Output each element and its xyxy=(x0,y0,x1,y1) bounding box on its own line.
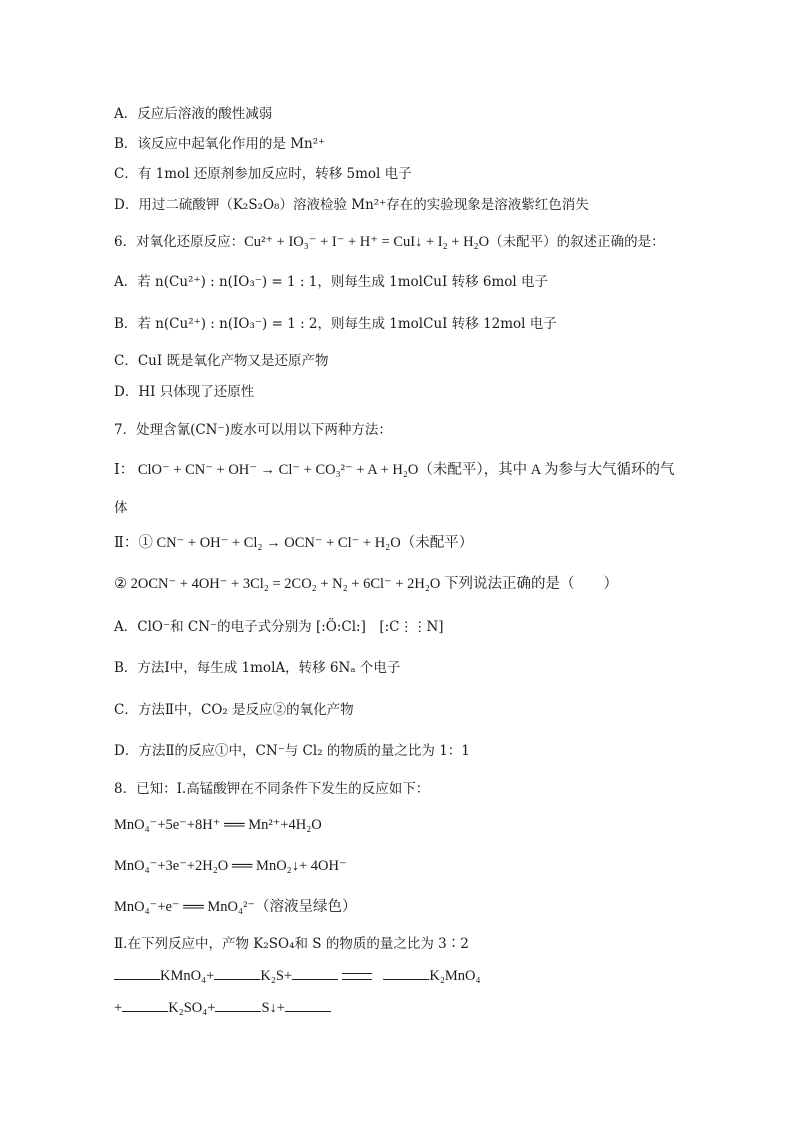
term-k2so4: K₂SO₄+ xyxy=(168,1000,216,1016)
q7-method1-line2: 体 xyxy=(114,500,128,516)
q7-option-b: B．方法Ⅰ中，每生成 1molA，转移 6Nₐ 个电子 xyxy=(114,660,401,676)
q8-blank-equation-line2 xyxy=(114,997,331,1018)
blank-field[interactable] xyxy=(292,965,338,980)
q8-stem: 8．已知：Ⅰ.高锰酸钾在不同条件下发生的反应如下： xyxy=(114,781,430,797)
q5-option-c: C．有 1mol 还原剂参加反应时，转移 5mol 电子 xyxy=(114,166,412,182)
blank-field[interactable] xyxy=(114,965,160,980)
q5-option-d: D．用过二硫酸钾（K₂S₂O₈）溶液检验 Mn²⁺存在的实验现象是溶液紫红色消失 xyxy=(114,197,589,213)
q6-stem-suffix: （未配平）的叙述正确的是： xyxy=(489,234,665,250)
q7-stem: 7．处理含氰(CN⁻)废水可以用以下两种方法： xyxy=(114,422,392,438)
blank-field[interactable] xyxy=(383,965,429,980)
equals-sign xyxy=(342,973,372,980)
q6-option-b: B．若 n(Cu²⁺) : n(IO₃⁻) = 1 : 2，则每生成 1molCuI 转移 12mol 电子 xyxy=(114,316,557,332)
blank-field[interactable] xyxy=(214,965,260,980)
q6-option-c: C．CuI 既是氧化产物又是还原产物 xyxy=(114,353,329,369)
q8-reaction-2: MnO₄⁻+3e⁻+2H₂O ══ MnO₂↓+ 4OH⁻ xyxy=(114,858,347,874)
q8-reaction-3: MnO₄⁻+e⁻ ══ MnO₄²⁻（溶液呈绿色） xyxy=(114,899,357,915)
term-k2s: K₂S+ xyxy=(260,968,293,984)
q7-option-c: C．方法Ⅱ中，CO₂ 是反应②的氧化产物 xyxy=(114,702,354,718)
q6-option-d: D．HI 只体现了还原性 xyxy=(114,384,255,400)
q7-method1-line1: Ⅰ： ClO⁻ + CN⁻ + OH⁻ → Cl⁻ + CO₃²⁻ + A + H₂O（未配平），其中 A 为参与大气循环的气 xyxy=(114,462,675,478)
blank-field[interactable] xyxy=(285,997,331,1012)
q8-part2: Ⅱ.在下列反应中，产物 K₂SO₄和 S 的物质的量之比为 3∶2 xyxy=(114,936,469,952)
q6-equation: Cu²⁺ + IO₃⁻ + I⁻ + H⁺ = CuI↓ + I₂ + H₂O xyxy=(244,234,490,250)
q6-stem-prefix: 6．对氧化还原反应： xyxy=(114,234,245,250)
q7-option-a: A．ClO⁻和 CN⁻的电子式分别为 [:Ö:Cl:] [:C⋮⋮N] xyxy=(114,619,444,635)
q5-option-a: A．反应后溶液的酸性减弱 xyxy=(114,106,273,122)
blank-field[interactable] xyxy=(215,997,261,1012)
term-k2mno4: K₂MnO₄ xyxy=(429,968,481,984)
term-plus: + xyxy=(114,1000,123,1016)
blank-field[interactable] xyxy=(122,997,168,1012)
q7-option-d: D．方法Ⅱ的反应①中，CN⁻与 Cl₂ 的物质的量之比为 1：1 xyxy=(114,743,470,759)
term-kmno4: KMnO₄+ xyxy=(160,968,215,984)
q7-method2-line1: Ⅱ：① CN⁻ + OH⁻ + Cl₂ → OCN⁻ + Cl⁻ + H₂O（未配平） xyxy=(114,535,474,551)
q8-blank-equation-line1 xyxy=(114,965,481,986)
q5-option-b: B．该反应中起氧化作用的是 Mn²⁺ xyxy=(114,136,326,152)
q8-reaction-1: MnO₄⁻+5e⁻+8H⁺ ══ Mn²⁺+4H₂O xyxy=(114,817,322,833)
q6-option-a: A．若 n(Cu²⁺) : n(IO₃⁻) = 1 : 1，则每生成 1molCuI 转移 6mol 电子 xyxy=(114,274,549,290)
q6-stem xyxy=(114,232,665,252)
term-s: S↓+ xyxy=(261,1000,285,1016)
q7-method2-line2: ② 2OCN⁻ + 4OH⁻ + 3Cl₂ = 2CO₂ + N₂ + 6Cl⁻ + 2H₂O 下列说法正确的是（ ） xyxy=(114,576,619,592)
